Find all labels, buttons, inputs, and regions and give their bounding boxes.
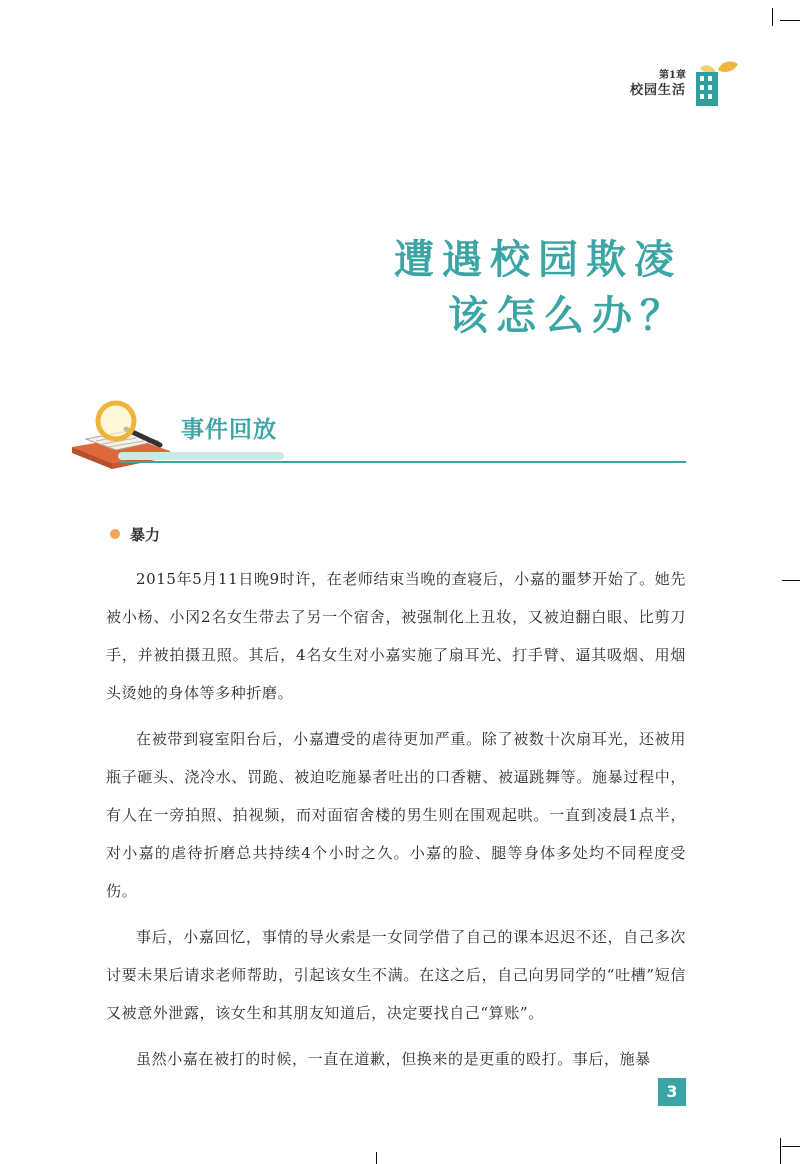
paragraph: 在被带到寝室阳台后，小嘉遭受的虐待更加严重。除了被数十次扇耳光，还被用瓶子砸头、浇冷水、罚跪、被迫吃施暴者吐出的口香糖、被逼跳舞等。施暴过程中，有人在一旁拍照、拍视频，而对面宿舍楼的男生则在围观起哄。一直到凌晨1点半，对小嘉的虐待折磨总共持续4个小时之久。小嘉的脸、腿等身体多处均不同程度受伤。 [106,730,686,900]
magnifier-book-icon [66,395,176,475]
article-title-line-2: 该怎么办？ [448,293,688,339]
paragraph: 事后，小嘉回忆，事情的导火索是一女同学借了自己的课本迟迟不还，自己多次讨要未果后请求老师帮助，引起该女生不满。在这之后，自己向男同学的“吐槽”短信又被意外泄露，该女生和其朋友知道后，决定要找自己“算账”。 [106,928,686,1022]
article-title [394,232,688,344]
subheading [110,524,160,545]
crop-mark [780,1138,781,1164]
page-number: 3 [658,1078,686,1106]
crop-mark [376,1152,377,1164]
section-label: 事件回放 [181,417,277,443]
body-text [106,560,686,1086]
crop-mark [772,8,773,26]
crop-mark [782,1146,800,1147]
subheading-text: 暴力 [130,526,161,544]
paragraph: 2015年5月11日晚9时许，在老师结束当晚的查寝后，小嘉的噩梦开始了。她先被小杨、小冈2名女生带去了另一个宿舍，被强制化上丑妆，又被迫翻白眼、比剪刀手，并被拍摄丑照。其后，4名女生对小嘉实施了扇耳光、打手臂、逼其吸烟、用烟头烫她的身体等多种折磨。 [106,570,686,702]
crop-mark [782,580,800,581]
bullet-dot-icon [110,529,120,539]
running-head-chapter: 第1章 [659,70,686,81]
article-title-line-1: 遭遇校园欺凌 [394,237,682,283]
building-leaf-icon [694,58,740,106]
running-head [630,70,686,100]
crop-mark [780,20,800,21]
running-head-title: 校园生活 [629,83,686,98]
paragraph: 虽然小嘉在被打的时候，一直在道歉，但换来的是更重的殴打。事后，施暴 [136,1050,651,1068]
section-divider-highlight [118,452,284,460]
section-divider [120,461,686,463]
